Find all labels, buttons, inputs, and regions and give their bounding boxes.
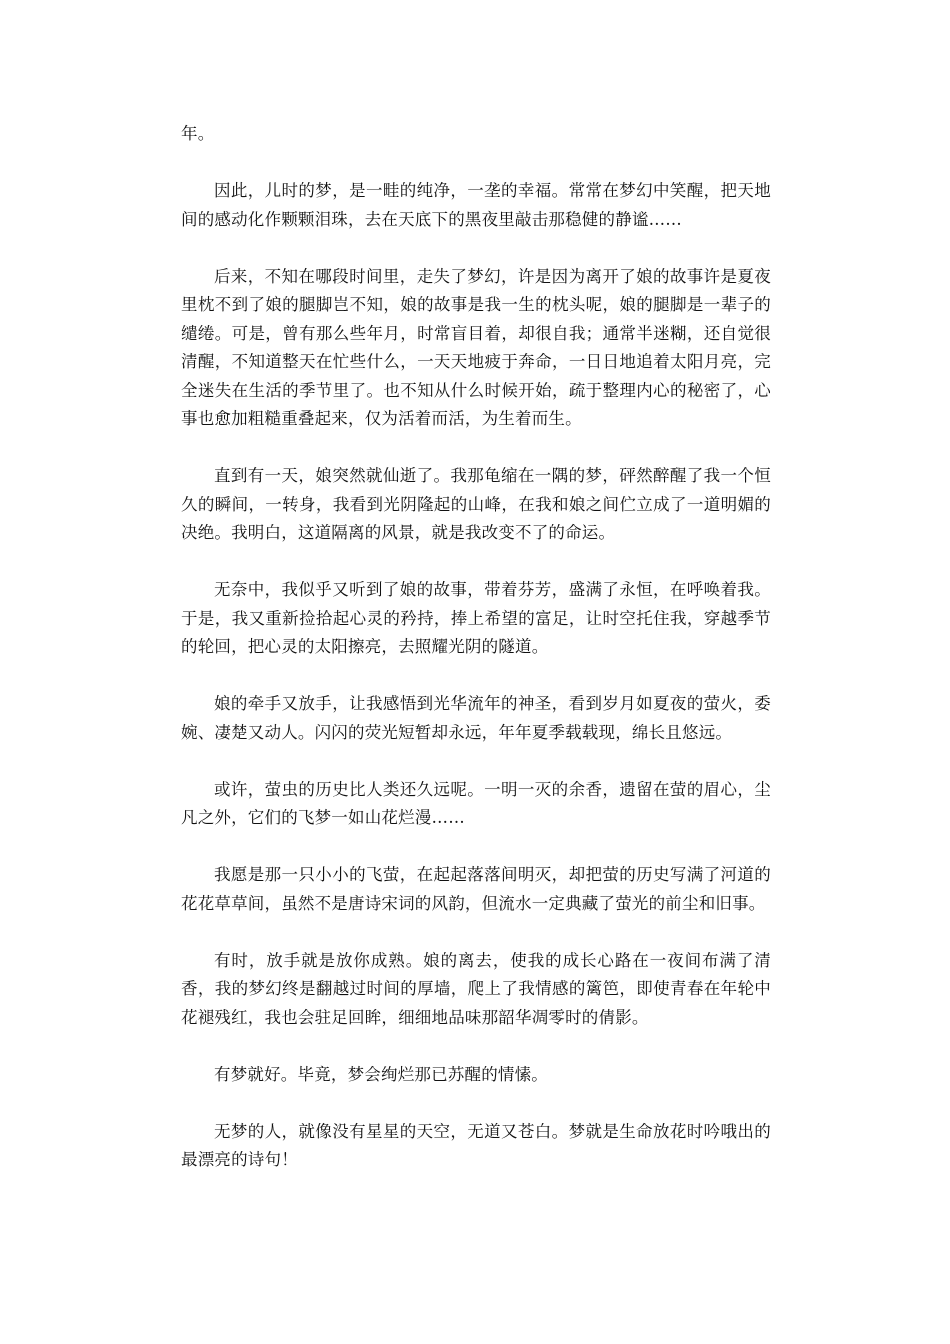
paragraph: 年。: [181, 124, 215, 143]
article-body: [181, 120, 771, 1203]
paragraph: 因此，儿时的梦，是一畦的纯净，一垄的幸福。常常在梦幻中笑醒，把天地间的感动化作颗颗泪珠，去在天底下的黑夜里敲击那稳健的静谧……: [181, 181, 771, 229]
paragraph: 娘的牵手又放手，让我感悟到光华流年的神圣，看到岁月如夏夜的萤火，委婉、凄楚又动人。闪闪的荧光短暂却永远，年年夏季载载现，绵长且悠远。: [181, 694, 771, 742]
paragraph: 后来，不知在哪段时间里，走失了梦幻，许是因为离开了娘的故事许是夏夜里枕不到了娘的腿脚岂不知，娘的故事是我一生的枕头呢，娘的腿脚是一辈子的缱绻。可是，曾有那么些年月，时常盲目着，却很自我；通常半迷糊，还自觉很清醒，不知道整天在忙些什么，一天天地疲于奔命，一日日地追着太阳月亮，完全迷失在生活的季节里了。也不知从什么时候开始，疏于整理内心的秘密了，心事也愈加粗糙重叠起来，仅为活着而活，为生着而生。: [181, 266, 771, 428]
paragraph: 有梦就好。毕竟，梦会绚烂那已苏醒的情愫。: [214, 1064, 548, 1084]
paragraph: 直到有一天，娘突然就仙逝了。我那龟缩在一隅的梦，砰然醉醒了我一个恒久的瞬间，一转身，我看到光阴隆起的山峰，在我和娘之间伫立成了一道明媚的决绝。我明白，这道隔离的风景，就是我改变不了的命运。: [181, 466, 771, 542]
paragraph: 无奈中，我似乎又听到了娘的故事，带着芬芳，盛满了永恒，在呼唤着我。于是，我又重新捡拾起心灵的矜持，捧上希望的富足，让时空托住我，穿越季节的轮回，把心灵的太阳擦亮，去照耀光阴的隧道。: [181, 580, 771, 656]
paragraph: 无梦的人，就像没有星星的天空，无道又苍白。梦就是生命放花时吟哦出的最漂亮的诗句！: [181, 1121, 771, 1169]
paragraph: 我愿是那一只小小的飞萤，在起起落落间明灭，却把萤的历史写满了河道的花花草草间，虽然不是唐诗宋词的风韵，但流水一定典藏了萤光的前尘和旧事。: [181, 865, 771, 913]
paragraph: 有时，放手就是放你成熟。娘的离去，使我的成长心路在一夜间布满了清香，我的梦幻终是翻越过时间的厚墙，爬上了我情感的篱笆，即使青春在年轮中花褪残红，我也会驻足回眸，细细地品味那韶华凋零时的倩影。: [181, 950, 771, 1027]
paragraph: 或许，萤虫的历史比人类还久远呢。一明一灭的余香，遗留在萤的眉心，尘凡之外，它们的飞梦一如山花烂漫……: [181, 779, 771, 827]
